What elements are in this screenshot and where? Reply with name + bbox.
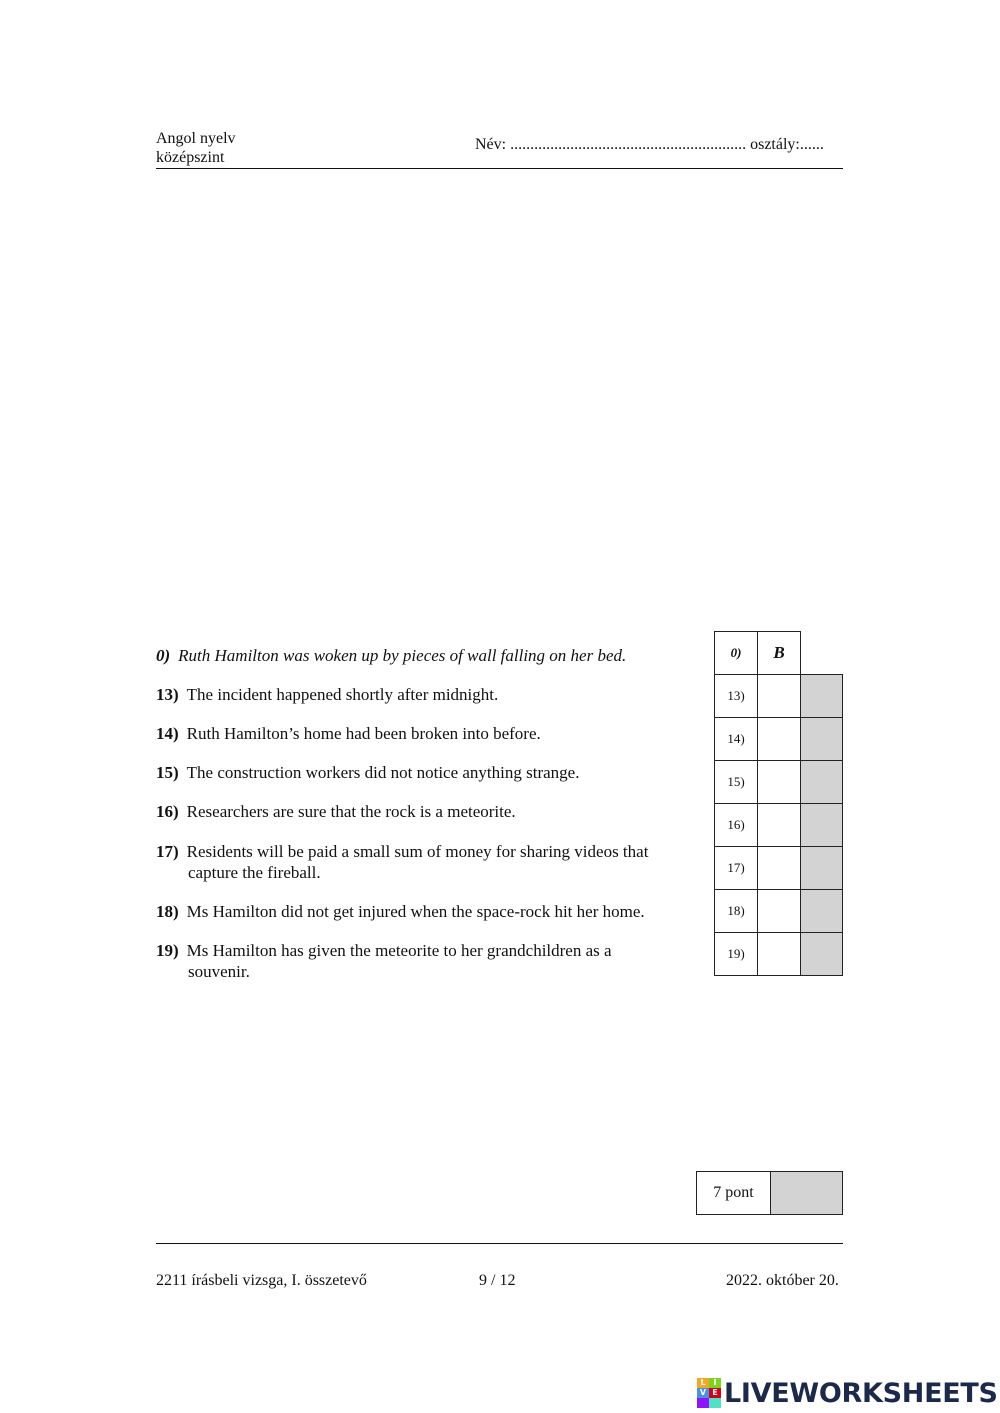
statement-number: 18) <box>156 902 179 921</box>
score-shade-cell <box>800 760 843 804</box>
score-shade-cell <box>800 846 843 890</box>
answer-box-13[interactable] <box>757 674 801 718</box>
row-label-cell <box>714 674 758 718</box>
statement-19 <box>156 940 696 982</box>
statement-number: 14) <box>156 724 179 743</box>
row-label-cell <box>714 889 758 933</box>
answer-box-18[interactable] <box>757 889 801 933</box>
liveworksheets-logo <box>697 1375 998 1411</box>
statement-number: 19) <box>156 941 179 960</box>
footer-date: 2022. október 20. <box>726 1272 839 1289</box>
score-label-cell <box>696 1171 771 1215</box>
example-label-cell <box>714 631 758 675</box>
name-class-field: Név: ........................................................... osztály:...... <box>475 136 824 153</box>
row-label-cell <box>714 846 758 890</box>
answer-box-19[interactable] <box>757 932 801 976</box>
logo-tile: L <box>697 1378 709 1388</box>
statement-17 <box>156 841 696 883</box>
score-shade-cell <box>800 803 843 847</box>
statement-text: The incident happened shortly after midnight. <box>186 685 499 704</box>
row-label: 18) <box>727 903 745 918</box>
statement-13 <box>156 684 696 705</box>
statement-example <box>156 645 696 666</box>
logo-text: LIVEWORKSHEETS <box>724 1377 998 1409</box>
answer-box-17[interactable] <box>757 846 801 890</box>
score-shade-cell <box>800 674 843 718</box>
statement-14 <box>156 723 696 744</box>
logo-tile: E <box>709 1388 721 1398</box>
statement-15 <box>156 762 696 783</box>
logo-tile: V <box>697 1388 709 1398</box>
statement-number: 0) <box>156 646 171 665</box>
logo-tile <box>697 1398 709 1408</box>
row-label: 17) <box>727 860 745 875</box>
statement-continuation: capture the fireball. <box>188 863 321 882</box>
logo-tile: I <box>709 1378 721 1388</box>
statement-18 <box>156 901 696 922</box>
header-subject-block <box>156 129 236 167</box>
statement-number: 16) <box>156 802 179 821</box>
statement-text: Residents will be paid a small sum of money for sharing videos that <box>186 842 649 861</box>
statement-text: Ruth Hamilton’s home had been broken into before. <box>186 724 541 743</box>
level-label: középszint <box>156 149 225 166</box>
example-answer: B <box>773 643 785 662</box>
score-shade-cell <box>800 717 843 761</box>
row-label: 14) <box>727 731 745 746</box>
row-label-cell <box>714 932 758 976</box>
footer-exam: 2211 írásbeli vizsga, I. összetevő <box>156 1272 367 1289</box>
example-label: 0) <box>730 645 742 660</box>
statement-16 <box>156 801 696 822</box>
footer-divider <box>156 1243 843 1244</box>
row-label: 13) <box>727 688 745 703</box>
score-shade-cell <box>800 889 843 933</box>
row-label: 15) <box>727 774 745 789</box>
row-label: 19) <box>727 946 745 961</box>
statement-number: 17) <box>156 842 179 861</box>
score-value-cell <box>770 1171 843 1215</box>
answer-box-14[interactable] <box>757 717 801 761</box>
statement-text: Ruth Hamilton was woken up by pieces of wall falling on her bed. <box>178 646 627 665</box>
statement-text: The construction workers did not notice anything strange. <box>186 763 580 782</box>
row-label-cell <box>714 760 758 804</box>
row-label-cell <box>714 803 758 847</box>
statement-number: 15) <box>156 763 179 782</box>
answer-box-15[interactable] <box>757 760 801 804</box>
score-shade-cell <box>800 932 843 976</box>
statement-text: Ms Hamilton has given the meteorite to her grandchildren as a <box>186 941 612 960</box>
example-answer-cell <box>757 631 801 675</box>
row-label-cell <box>714 717 758 761</box>
statement-text: Researchers are sure that the rock is a meteorite. <box>186 802 516 821</box>
header-divider <box>156 168 843 169</box>
statement-text: Ms Hamilton did not get injured when the space-rock hit her home. <box>186 902 645 921</box>
row-label: 16) <box>727 817 745 832</box>
statement-number: 13) <box>156 685 179 704</box>
answer-box-16[interactable] <box>757 803 801 847</box>
statement-continuation: souvenir. <box>188 962 250 981</box>
score-label: 7 pont <box>713 1184 754 1201</box>
subject-label: Angol nyelv <box>156 130 236 147</box>
footer-page-number: 9 / 12 <box>479 1272 516 1289</box>
logo-tile <box>709 1398 721 1408</box>
liveworksheets-logo-icon <box>697 1378 721 1408</box>
